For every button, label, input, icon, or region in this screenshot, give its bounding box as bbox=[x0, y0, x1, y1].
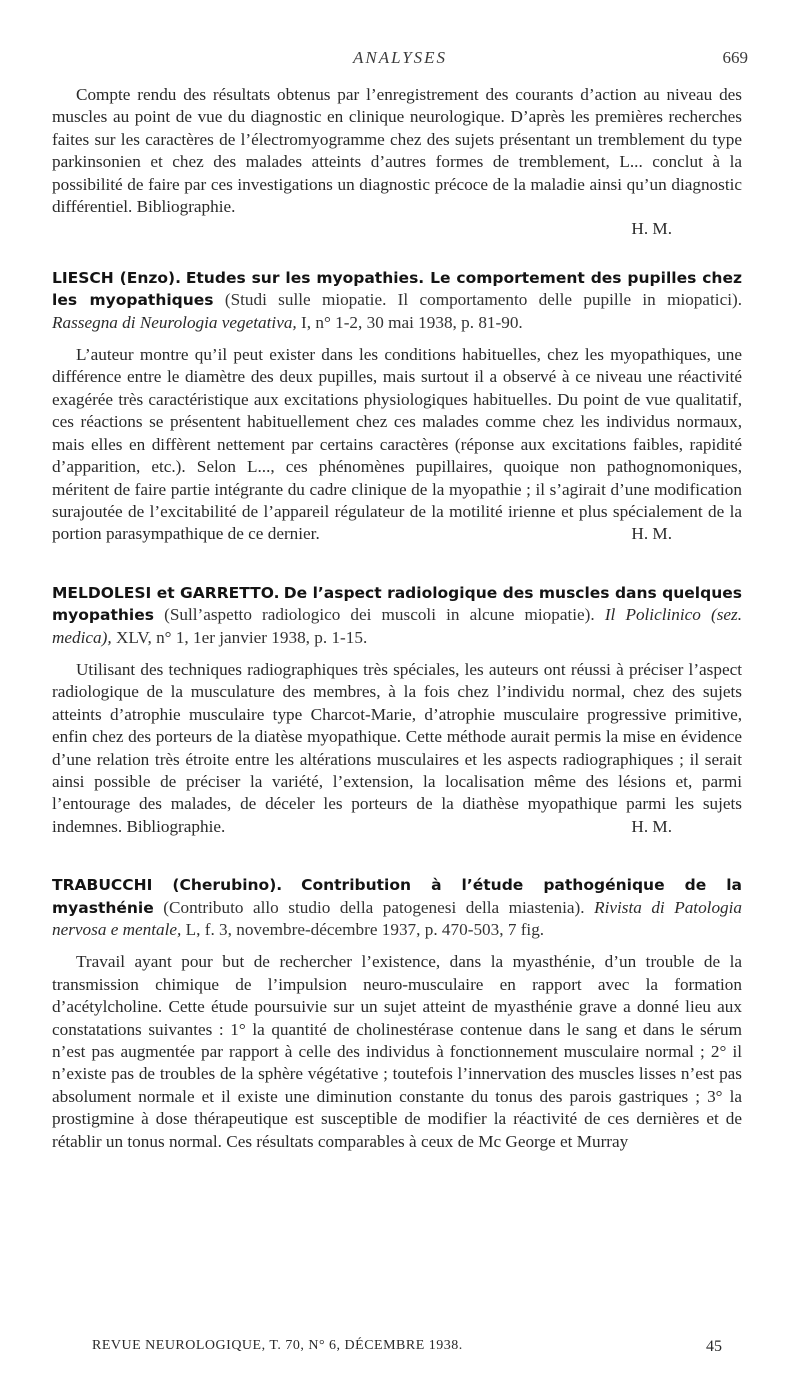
intro-signature: H. M. bbox=[631, 219, 672, 239]
entry-heading bbox=[52, 267, 742, 334]
entry-journal: Il Policlinico (sez. medica), bbox=[52, 605, 742, 647]
entry-journal: Rassegna di Neurologia vegetativa, bbox=[52, 312, 297, 332]
sheet-number: 45 bbox=[706, 1338, 722, 1355]
entry-abstract-text: Travail ayant pour but de rechercher l’existence, dans la myasthénie, d’un trouble de la transmission chimique de l’impulsion neuro-musculaire en rapport avec la formation d’acétylcholine. Cette étude poursuivie sur un sujet atteint de myasthénie grave a donné lieu aux constatations suivantes : 1° la quantité de cholinestérase contenue dans le sang et dans le sérum n’est pas augmentée par rapport à celle des individus à fonctionnement musculaire normal ; 2° il n’existe pas de troubles de la sphère végétative ; toutefois l’innervation des muscles lisses n’est pas absolument normale et il existe une diminution constante du tonus des parois gastriques ; 3° la prostigmine à dose thérapeutique est susceptible de modifier la réactivité de ces dernières et de rétablir un tonus normal. Ces résultats comparables à ceux de Mc George et Murray bbox=[52, 952, 742, 1151]
entry-citation: I, n° 1-2, 30 mai 1938, p. 81-90. bbox=[301, 312, 523, 332]
entry-author: TRABUCCHI (Cherubino). bbox=[52, 876, 283, 895]
entry-abstract bbox=[52, 659, 742, 838]
running-title: ANALYSES bbox=[352, 48, 448, 67]
abstract-entry bbox=[52, 874, 742, 1153]
abstract-entry bbox=[52, 582, 742, 838]
entry-citation: XLV, n° 1, 1er janvier 1938, p. 1-15. bbox=[115, 627, 368, 647]
entry-heading bbox=[52, 874, 742, 941]
entry-abstract bbox=[52, 344, 742, 546]
entry-original-title: (Studi sulle miopatie. Il comportamento delle pupille in miopatici). bbox=[224, 290, 743, 310]
footer-journal-line: REVUE NEUROLOGIQUE, T. 70, N° 6, DÉCEMBRE 1938. bbox=[92, 1338, 463, 1353]
entry-title: Etudes sur les myopathies. Le comportement des pupilles chez les myopathiques bbox=[52, 268, 742, 310]
intro-paragraph bbox=[52, 84, 742, 218]
page-header bbox=[52, 48, 748, 72]
entry-abstract-text: Utilisant des techniques radiographiques très spéciales, les auteurs ont réussi à préciser l’aspect radiologique de la musculature des membres, à la fois chez l’individu normal, chez des sujets atteints d’atrophie musculaire type Charcot-Marie, d’atrophie musculaire progressive primitive, enfin chez des porteurs de la diatèse myopathique. Cette méthode aurait permis la mise en évidence d’une relation très étroite entre les altérations musculaires et les aspects radiographiques ; il serait ainsi possible de préciser la variété, l’extension, la localisation même des lésions et, parmi l’entourage des malades, de déceler les porteurs de la diathèse myopathique parmi les sujets indemnes. Bibliographie. bbox=[52, 659, 742, 836]
entry-title: Contribution à l’étude pathogénique de la myasthénie bbox=[52, 876, 742, 917]
page-number: 669 bbox=[722, 48, 748, 67]
page-body bbox=[52, 84, 742, 1153]
page-footer bbox=[92, 1338, 722, 1362]
entry-abstract bbox=[52, 951, 742, 1153]
entry-title: De l’aspect radiologique des muscles dans quelques myopathies bbox=[52, 583, 742, 625]
abstract-entry bbox=[52, 267, 742, 546]
entry-journal: Rivista di Patologia nervosa e mentale, bbox=[52, 897, 743, 939]
entry-heading bbox=[52, 582, 742, 649]
intro-text: Compte rendu des résultats obtenus par l’enregistrement des courants d’action au niveau des muscles au point de vue du diagnostic en clinique neurologique. D’après les premières recherches faites sur les caractères de l’électromyogramme chez des sujets présentant un tremblement du type parkinsonien et chez des malades atteints d’autres formes de tremblement, L... conclut à la possibilité de faire par ces investigations un diagnostic précoce de la maladie ainsi qu’un diagnostic différentiel. Bibliographie. bbox=[52, 85, 742, 217]
entry-original-title: (Contributo allo studio della patogenesi della miastenia). bbox=[163, 897, 585, 917]
entry-author: MELDOLESI et GARRETTO. bbox=[52, 583, 280, 602]
entry-citation: L, f. 3, novembre-décembre 1937, p. 470-503, 7 fig. bbox=[185, 920, 545, 939]
entry-author: LIESCH (Enzo). bbox=[52, 268, 181, 287]
entry-signature: H. M. bbox=[631, 816, 672, 836]
entry-abstract-text: L’auteur montre qu’il peut exister dans les conditions habituelles, chez les myopathiques, une différence entre le diamètre des deux pupilles, mais surtout il a observé à ce niveau une réactivité exagérée très caractéristique aux excitations physiologiques habituelles. Du point de vue qualitatif, ces réactions se présentent habituellement chez ces malades comme chez les individus normaux, mais elles en diffèrent nettement par certains caractères (réponse aux excitations faibles, rapidité d’apparition, etc.). Selon L..., ces phénomènes pupillaires, quoique non pathognomoniques, méritent de faire partie intégrante du cadre clinique de la myopathie ; il s’agirait d’une modification surajoutée de l’excitabilité de l’appareil régulateur de la motilité irienne et plus spécialement de la portion parasympathique de ce dernier. bbox=[52, 345, 742, 544]
entry-signature: H. M. bbox=[631, 524, 672, 544]
entry-original-title: (Sull’aspetto radiologico dei muscoli in alcune miopatie). bbox=[164, 605, 595, 625]
